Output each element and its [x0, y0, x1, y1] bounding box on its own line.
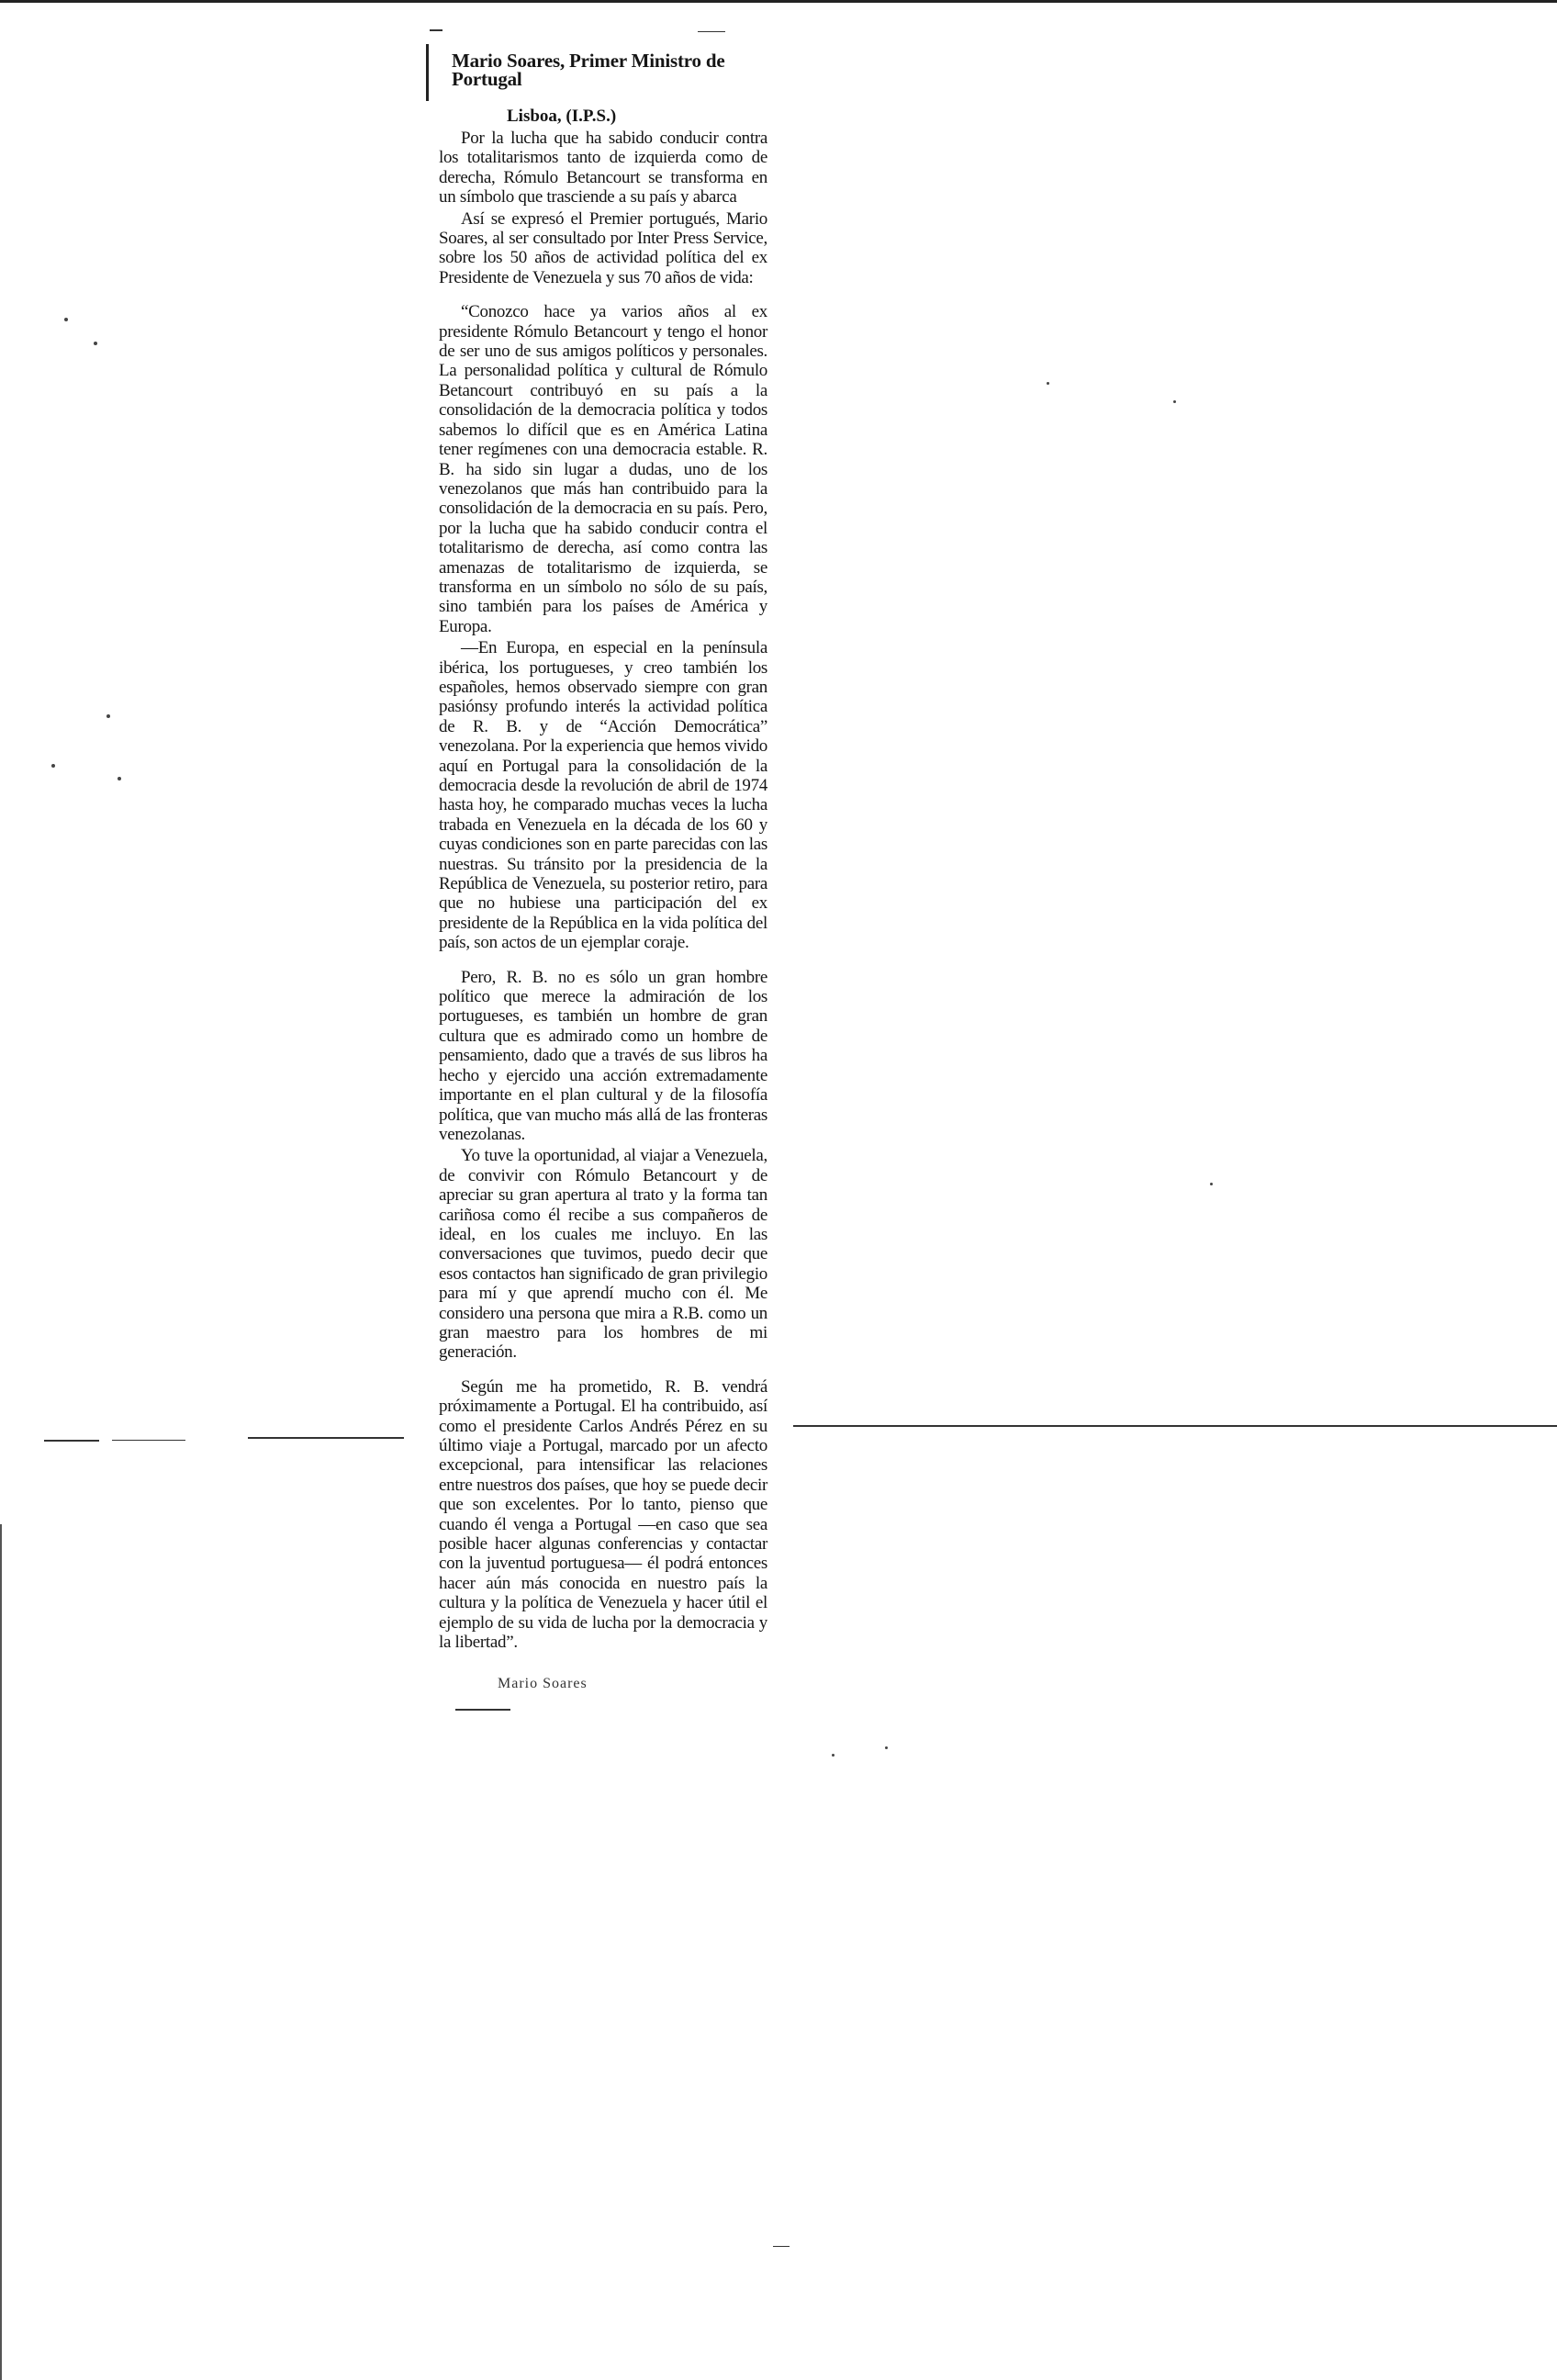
- scan-speck: [1173, 400, 1176, 403]
- article-paragraph-2: Así se expresó el Premier portugués, Mario Soares, al ser consultado por Inter Press Service, sobre los 50 años de actividad política del ex Presidente de Venezuela y sus 70 años de vida:: [439, 208, 767, 287]
- article-paragraph-3: “Conozco hace ya varios años al ex presidente Rómulo Betancourt y tengo el honor de ser uno de sus amigos políticos y personales. La personalidad política y cultural de Rómulo Betancourt contribuyó en su país a la consolidación de la democracia política y todos sabemos lo difícil que es en América Latina tener regímenes con una democracia estable. R. B. ha sido sin lugar a dudas, uno de los venezolanos que más han contribuido para la consolidación de la democracia en su país. Pero, por la lucha que ha sabido conducir contra el totalitarismo de derecha, así como contra las amenazas de totalitarismo de izquierda, se transforma en un símbolo no sólo de su país, sino también para los países de América y Europa.: [439, 302, 767, 636]
- scan-rule-right: [793, 1425, 1557, 1427]
- clipping-edge-mark: [426, 44, 429, 101]
- page-top-border: [0, 0, 1557, 3]
- scan-speck: [64, 318, 68, 321]
- scan-speck: [51, 764, 55, 768]
- scan-rule-top-mark-2: [698, 31, 725, 32]
- article-dateline: Lisboa, (I.P.S.): [507, 107, 617, 126]
- scan-rule-left-3: [248, 1437, 404, 1439]
- article-signature: Mario Soares: [498, 1676, 588, 1692]
- article-paragraph-7: Según me ha prometido, R. B. vendrá próximamente a Portugal. El ha contribuido, así como el presidente Carlos Andrés Pérez en su último viaje a Portugal, marcado por un afecto excepcional, para intensificar las relaciones entre nuestros dos países, que hoy se puede decir que son excelentes. Por lo tanto, pienso que cuando él venga a Portugal —en caso que sea posible hacer algunas conferencias y contactar con la juventud portuguesa— él podrá entonces hacer aún más conocida en nuestro país la cultura y la política de Venezuela y hacer útil el ejemplo de su vida de lucha por la democracia y la libertad”.: [439, 1376, 767, 1653]
- scan-speck: [1210, 1183, 1213, 1185]
- article-paragraph-1: Por la lucha que ha sabido conducir contra los totalitarismos tanto de izquierda como de derecha, Rómulo Betancourt se transforma en un símbolo que trasciende a su país y abarca: [439, 129, 767, 208]
- scan-speck: [106, 714, 110, 718]
- scan-speck: [118, 777, 121, 780]
- scan-speck: [885, 1746, 888, 1749]
- scan-speck: [1047, 382, 1049, 385]
- newspaper-clipping: [439, 35, 767, 2266]
- scan-rule-bottom-mark: [773, 2246, 790, 2247]
- signature-line: [455, 1709, 510, 1711]
- article-paragraph-5: Pero, R. B. no es sólo un gran hombre político que merece la admiración de los portugueses, es también un hombre de gran cultura que es admirado como un hombre de pensamiento, dado que a través de sus libros ha hecho y ejercido una acción extremadamente importante en el plan cultural y de la filosofía política, que van mucho más allá de las fronteras venezolanas.: [439, 967, 767, 1144]
- scan-rule-top-mark-1: [430, 29, 442, 31]
- article-body: [439, 129, 767, 1652]
- article-paragraph-6: Yo tuve la oportunidad, al viajar a Venezuela, de convivir con Rómulo Betancourt y de apreciar su gran apertura al trato y la forma tan cariñosa como él recibe a sus compañeros de ideal, en los cuales me incluyo. En las conversaciones que tuvimos, puedo decir que esos contactos han significado de gran privilegio para mí y que aprendí mucho con él. Me considero una persona que mira a R.B. como un gran maestro para los hombres de mi generación.: [439, 1146, 767, 1363]
- scan-rule-left-2: [112, 1440, 185, 1441]
- scan-speck: [832, 1754, 835, 1757]
- page-left-border: [0, 1524, 2, 2380]
- scan-rule-left-1: [44, 1440, 99, 1442]
- article-paragraph-4: —En Europa, en especial en la península ibérica, los portugueses, y creo también los españoles, hemos observado siempre con gran pasiónsy profundo interés la actividad política de R. B. y de “Acción Democrática” venezolana. Por la experiencia que hemos vivido aquí en Portugal para la consolidación de la democracia desde la revolución de abril de 1974 hasta hoy, he comparado muchas veces la lucha trabada en Venezuela en la década de los 60 y cuyas condiciones son en parte parecidas con las nuestras. Su tránsito por la presidencia de la República de Venezuela, su posterior retiro, para que no hubiese una participación del ex presidente de la República en la vida política del país, son actos de un ejemplar coraje.: [439, 638, 767, 953]
- article-headline: Mario Soares, Primer Ministro de Portugal: [452, 50, 725, 90]
- scan-speck: [94, 342, 97, 345]
